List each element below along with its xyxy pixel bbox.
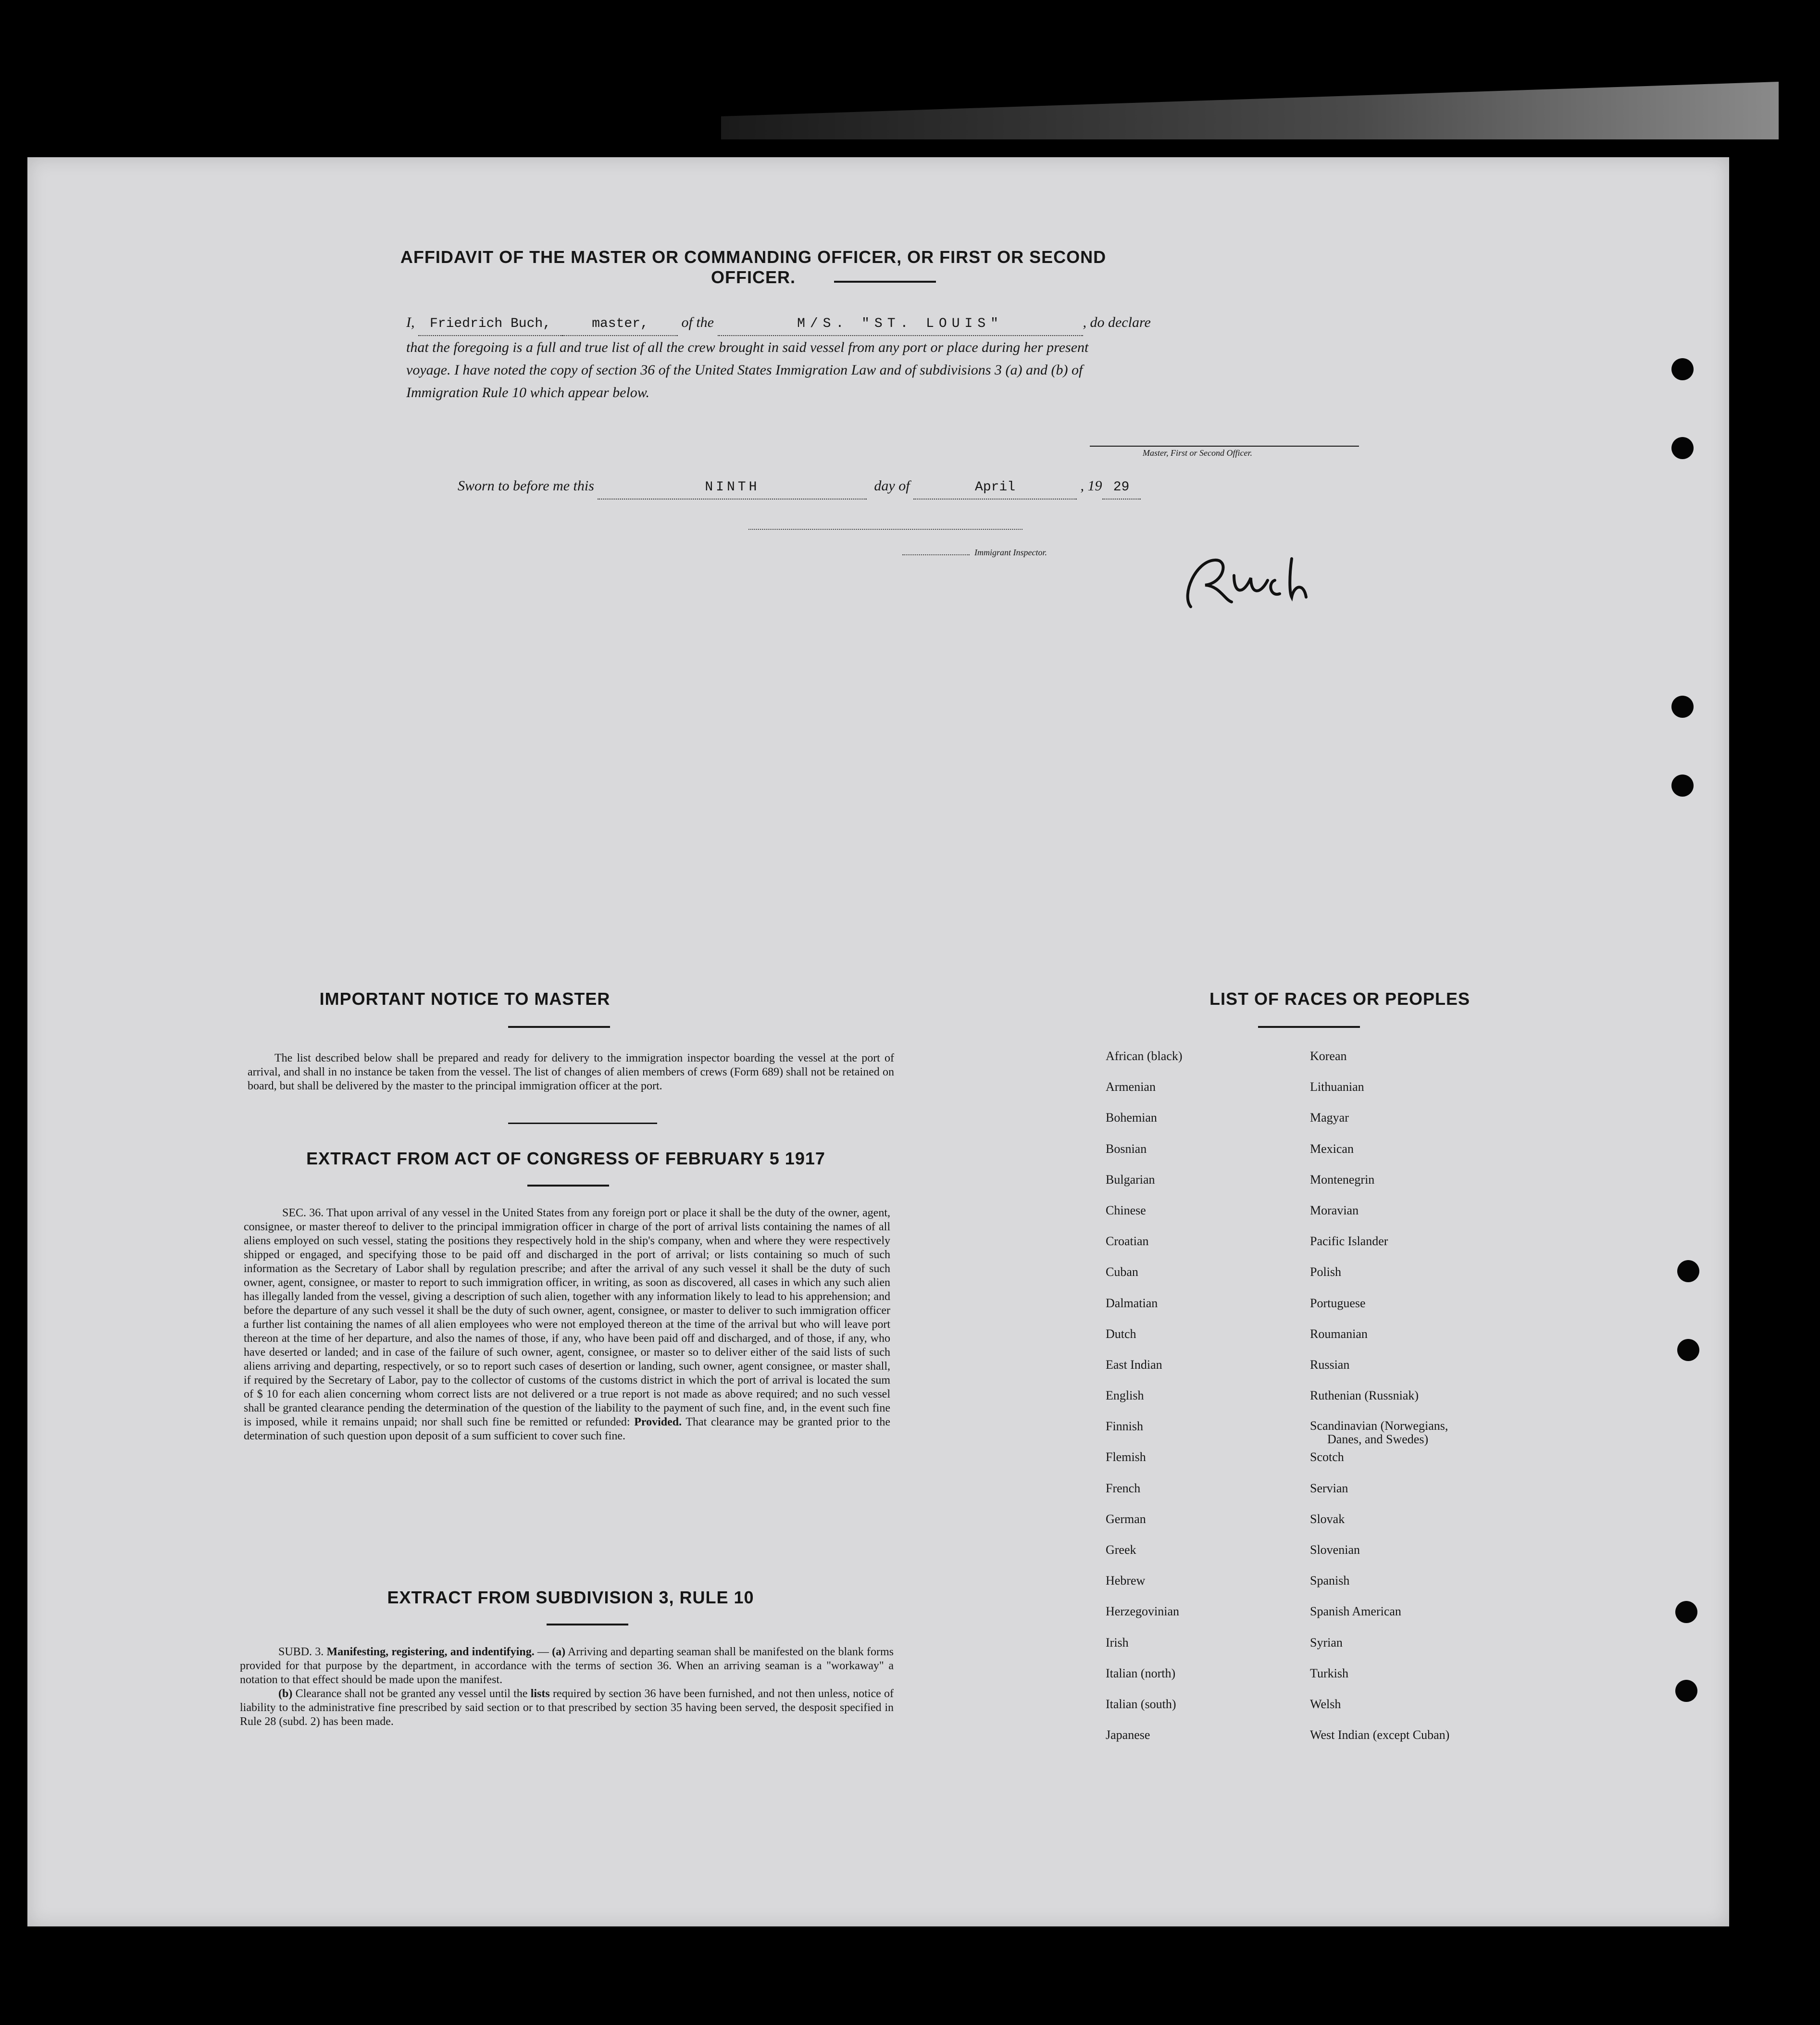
act-text-main: SEC. 36. That upon arrival of any vessel in the United States from any foreign port or place it shall be the duty of the owner, agent, consignee, or master thereof to deliver to the principal immigration officer in charge of the port of arrival lists containing the names of all aliens employed on such vessel, stating the positions they respectively hold in the ship's company, when and where they were respectively shipped or engaged, and specifying those to be paid off and discharged in the port of arrival; or lists containing so much of such information as the Secretary of Labor shall by regulation prescribe; and after the arrival of any such vessel it shall be the duty of such owner, agent, consignee, or master to report to such immigration officer, in writing, as soon as discovered, all cases in which any such alien has illegally landed from the vessel, giving a description of such alien, together with any information likely to lead to his apprehension; and before the departure of any such vessel it shall be the duty of such owner, agent, consignee, or master to deliver to such immigration officer a further list containing the names of all alien employees who were not employed thereon at the time of the arrival but who will leave port thereon at the time of her departure, and also the names of those, if any, who have been paid off and discharged, and of those, if any, who have deserted or landed; and in case of the failure of such owner, agent, consignee, or master so to deliver either of the said lists of such aliens arriving and departing, respectively, or so to report such cases of desertion or landing, such owner, agent consignee, or master shall, if required by the Secretary of Labor, pay to the collector of customs of the customs district in which the port of arrival is located the sum of $ 10 for each alien concerning whom correct lists are not delivered or a true report is not made as above required; and no such vessel shall be granted clearance pending the determination of the question of the liability to the payment of such fine, and, in the event such fine is imposed, while it remains unpaid; nor shall such fine be remitted or refunded: xyxy=(244,1207,890,1428)
affidavit-body xyxy=(406,311,1364,404)
affidavit-title: AFFIDAVIT OF THE MASTER OR COMMANDING OFFICER, OR FIRST OR SECOND OFFICER. xyxy=(400,247,1107,287)
sworn-day-field: NINTH xyxy=(598,476,867,500)
b-text-2: required by section 36 have been furnished, and not then unless, notice of liability to the administrative fine prescribed by said section or to that prescribed by section 35 having been served, the desposit specified in Rule 28 (subd. 2) has been made. xyxy=(240,1688,894,1728)
officer-name-field: Friedrich Buch, xyxy=(418,312,562,336)
race-item: Welsh xyxy=(1310,1697,1341,1711)
race-item: Scotch xyxy=(1310,1450,1344,1464)
race-item: Magyar xyxy=(1310,1111,1349,1125)
year-prefix: , 19 xyxy=(1080,478,1102,494)
race-item: Chinese xyxy=(1106,1203,1146,1217)
rank-field: master, xyxy=(562,312,678,336)
binder-hole-icon xyxy=(1671,358,1694,380)
race-item: Bosnian xyxy=(1106,1141,1147,1156)
race-item: Ruthenian (Russniak) xyxy=(1310,1388,1419,1403)
act-provided: Provided. xyxy=(634,1416,682,1428)
race-item: Armenian xyxy=(1106,1080,1156,1094)
races-title: LIST OF RACES OR PEOPLES xyxy=(1209,989,1471,1009)
binder-hole-icon xyxy=(1677,1339,1699,1361)
race-item: French xyxy=(1106,1481,1141,1495)
race-item: Cuban xyxy=(1106,1265,1138,1279)
race-item: Irish xyxy=(1106,1635,1129,1650)
race-item: Spanish American xyxy=(1310,1604,1401,1619)
notice-title-rule xyxy=(508,1026,610,1028)
race-item-continuation: Danes, and Swedes) xyxy=(1327,1432,1429,1447)
race-item: Dalmatian xyxy=(1106,1296,1158,1310)
race-item: Syrian xyxy=(1310,1635,1343,1650)
act-title: EXTRACT FROM ACT OF CONGRESS OF FEBRUARY 5 1917 xyxy=(306,1149,825,1168)
race-item: Dutch xyxy=(1106,1326,1136,1341)
race-item: Portuguese xyxy=(1310,1296,1366,1310)
of-the-label: of the xyxy=(681,314,714,330)
race-item: Italian (south) xyxy=(1106,1697,1176,1711)
binder-hole-icon xyxy=(1671,437,1694,459)
race-item: Spanish xyxy=(1310,1574,1350,1588)
race-item: Servian xyxy=(1310,1481,1348,1495)
races-title-rule xyxy=(1258,1026,1360,1028)
race-item: Croatian xyxy=(1106,1234,1149,1249)
race-item: English xyxy=(1106,1388,1144,1403)
subd-label: SUBD. 3. xyxy=(278,1646,324,1658)
race-item: Bulgarian xyxy=(1106,1172,1155,1187)
section-divider xyxy=(508,1123,657,1124)
race-item: Greek xyxy=(1106,1543,1136,1557)
a-text: Arriving and departing seaman shall be manifested on the blank forms provided for that purpose by the department, in accordance with the terms of section 36. When an arriving seaman is a "workaway" a notation to that effect should be made upon the manifest. xyxy=(240,1646,894,1686)
signature-line xyxy=(1090,446,1359,447)
inspector-label xyxy=(902,548,1047,558)
affidavit-line-3: voyage. I have noted the copy of section 36 of the United States Immigration Law and of subdivisions 3 (a) and (b) of xyxy=(406,362,1083,378)
inspector-signature-line xyxy=(748,529,1022,530)
race-item: East Indian xyxy=(1106,1357,1162,1372)
a-label: (a) xyxy=(552,1646,566,1658)
i-label: I, xyxy=(406,314,415,330)
sworn-line xyxy=(458,475,1275,500)
rule-title-rule xyxy=(547,1624,628,1625)
vessel-name-field: M/S. "ST. LOUIS" xyxy=(718,312,1083,336)
inspector-dots xyxy=(902,554,970,555)
b-lists: lists xyxy=(530,1688,550,1700)
binder-hole-icon xyxy=(1671,696,1694,718)
race-item: German xyxy=(1106,1512,1146,1526)
inspector-label-text: Immigrant Inspector. xyxy=(974,548,1047,557)
race-item xyxy=(1310,1419,1449,1450)
race-item: Lithuanian xyxy=(1310,1080,1364,1094)
binder-hole-icon xyxy=(1677,1260,1699,1282)
race-item: Polish xyxy=(1310,1265,1342,1279)
race-item: Herzegovinian xyxy=(1106,1604,1180,1619)
binder-hole-icon xyxy=(1671,775,1694,797)
rule-title: EXTRACT FROM SUBDIVISION 3, RULE 10 xyxy=(387,1588,754,1607)
race-item: African (black) xyxy=(1106,1049,1183,1063)
declare-label: , do declare xyxy=(1083,314,1151,330)
affidavit-title-rule xyxy=(834,281,936,283)
race-item: Japanese xyxy=(1106,1728,1150,1742)
race-item: Slovak xyxy=(1310,1512,1345,1526)
sworn-label: Sworn to before me this xyxy=(458,478,594,494)
affidavit-line-2: that the foregoing is a full and true list of all the crew brought in said vessel from any port or place during her present xyxy=(406,339,1089,355)
signature-caption: Master, First or Second Officer. xyxy=(1143,448,1252,458)
notice-title: IMPORTANT NOTICE TO MASTER xyxy=(319,989,611,1009)
act-text xyxy=(244,1206,890,1443)
race-item-text: Scandinavian (Norwegians, xyxy=(1310,1419,1448,1433)
race-item: Hebrew xyxy=(1106,1574,1146,1588)
notice-text: The list described below shall be prepared and ready for delivery to the immigration inspector boarding the vessel at the port of arrival, and shall in no instance be taken from the vessel. The list of changes of alien members of crews (Form 689) shall not be retained on board, but shall be delivered by the master to the principal immigration officer at the port. xyxy=(248,1052,894,1092)
sworn-month-field: April xyxy=(913,476,1077,500)
subd-heading: Manifesting, registering, and indentifying. xyxy=(326,1646,535,1658)
race-item: Italian (north) xyxy=(1106,1666,1176,1680)
affidavit-line-4: Immigration Rule 10 which appear below. xyxy=(406,385,650,400)
race-item: Turkish xyxy=(1310,1666,1348,1680)
act-text-end: That clearance may be granted prior to the determination of such question upon deposit of a sum sufficient to cover such fine. xyxy=(244,1416,891,1442)
affidavit-line-1 xyxy=(406,311,1364,336)
b-label: (b) xyxy=(278,1688,293,1700)
rule-para-b xyxy=(240,1687,894,1729)
race-item: Moravian xyxy=(1310,1203,1359,1217)
act-title-rule xyxy=(527,1185,609,1187)
master-signature xyxy=(1172,556,1354,614)
race-item: Finnish xyxy=(1106,1419,1144,1434)
races-left-column xyxy=(1106,1049,1183,1759)
race-item: Montenegrin xyxy=(1310,1172,1375,1187)
rule-para-a: SUBD. 3. Manifesting, registering, and indentifying. — (a) Arriving and departing seaman shall be manifested on the blank forms provided for that purpose by the department, in accordance with the terms of section 36. When an arriving seaman is a "workaway" a notation to that effect should be made upon the manifest. xyxy=(240,1646,894,1686)
race-item: Roumanian xyxy=(1310,1326,1368,1341)
b-text-1: Clearance shall not be granted any vessel until the xyxy=(295,1688,528,1700)
race-item: Mexican xyxy=(1310,1141,1354,1156)
rule-text xyxy=(240,1645,894,1729)
races-right-column xyxy=(1310,1049,1449,1759)
race-item: Korean xyxy=(1310,1049,1347,1063)
binder-hole-icon xyxy=(1675,1680,1697,1702)
day-of-label: day of xyxy=(874,478,910,494)
race-item: West Indian (except Cuban) xyxy=(1310,1728,1450,1742)
race-item: Bohemian xyxy=(1106,1111,1157,1125)
race-item: Pacific Islander xyxy=(1310,1234,1388,1249)
scan-edge-strip xyxy=(721,82,1779,139)
document-page xyxy=(27,157,1729,1926)
race-item: Slovenian xyxy=(1310,1543,1360,1557)
binder-hole-icon xyxy=(1675,1601,1697,1623)
race-item: Flemish xyxy=(1106,1450,1146,1464)
race-item: Russian xyxy=(1310,1357,1350,1372)
sworn-year-field: 29 xyxy=(1102,476,1141,500)
